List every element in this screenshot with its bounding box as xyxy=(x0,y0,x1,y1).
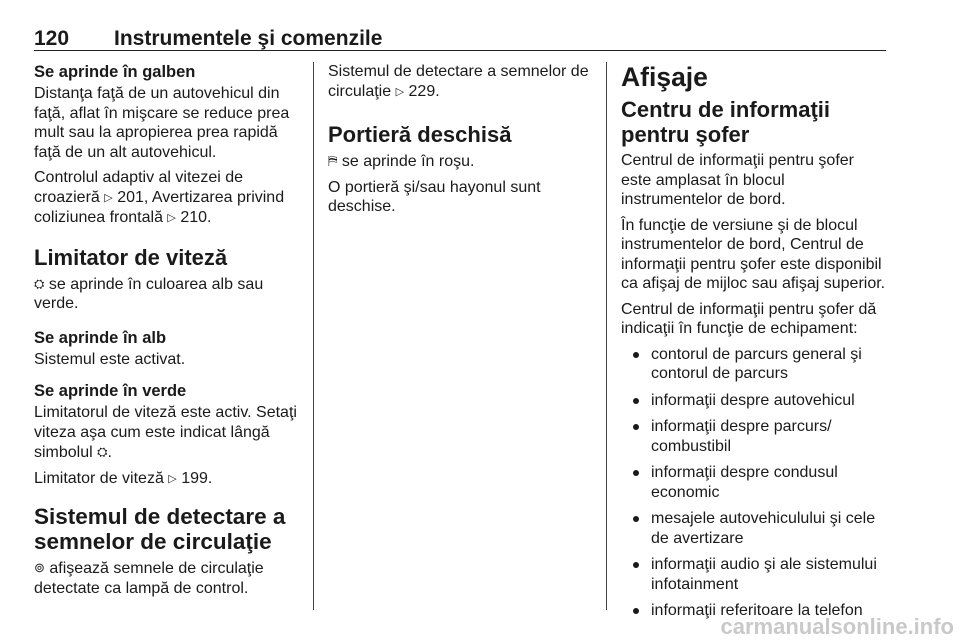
yellow-paragraph-2: Controlul adaptiv al vitezei de croazieră ▷ 201, Avertizarea privind coliziunea frontală ▷ 210. xyxy=(34,168,302,229)
reference-arrow-icon: ▷ xyxy=(395,85,405,98)
header-rule xyxy=(34,50,886,51)
list-item: informaţii audio şi ale sistemului infotainment xyxy=(621,555,887,594)
green-paragraph-1: Limitatorul de viteză este activ. Setaţi viteza aşa cum este indicat lângă simbolul ⛭. xyxy=(34,404,297,461)
column-2 xyxy=(328,62,596,223)
watermark: carmanualsonline.info xyxy=(720,614,954,639)
bullet-icon xyxy=(633,352,639,358)
white-paragraph: Sistemul este activat. xyxy=(34,350,186,368)
reference-arrow-icon: ▷ xyxy=(104,191,113,204)
driver-info-paragraph-2: În funcţie de versiune şi de blocul instrumentelor de bord, Centrul de informaţii pentru şofer este disponibil ca afişaj de mijloc sau afişaj superior. xyxy=(621,216,886,292)
speed-limiter-icon: ⛭ xyxy=(34,275,45,291)
tsr-paragraph: ⊚ afişează semnele de circulaţie detectate ca lampă de control. xyxy=(34,560,264,597)
limiter-heading: Limitator de viteză xyxy=(34,244,228,270)
reference-arrow-icon: ▷ xyxy=(167,212,176,224)
bullet-icon xyxy=(633,562,639,568)
page-number: 120 xyxy=(34,27,70,50)
tsr-heading: Sistemul de detectare a semnelor de circulaţie xyxy=(34,504,286,554)
list-item: mesajele autovehiculului şi cele de avertizare xyxy=(621,509,887,548)
door-paragraph-1: ⛿ se aprinde în roşu. xyxy=(328,153,475,170)
bullet-icon xyxy=(633,398,639,404)
driver-info-heading: Centru de informaţii pentru şofer xyxy=(621,97,831,147)
driver-info-paragraph-3: Centrul de informaţii pentru şofer dă indicaţii în funcţie de echipament: xyxy=(621,300,877,337)
tsr-reference-paragraph: Sistemul de detectare a semnelor de circulaţie ▷ 229. xyxy=(328,62,596,102)
door-paragraph-2: O portieră şi/sau hayonul sunt deschise. xyxy=(328,178,541,215)
white-heading: Se aprinde în alb xyxy=(34,328,167,347)
bullet-icon xyxy=(633,608,639,614)
list-item: contorul de parcurs general şi contorul de parcurs xyxy=(621,345,887,384)
green-heading: Se aprinde în verde xyxy=(34,382,187,400)
column-divider xyxy=(313,62,314,610)
door-open-icon: ⛿ xyxy=(328,153,338,168)
driver-info-paragraph-1: Centrul de informaţii pentru şofer este amplasat în blocul instrumentelor de bord. xyxy=(621,152,854,208)
reference-arrow-icon: ▷ xyxy=(168,472,177,485)
list-item: informaţii despre condusul economic xyxy=(621,463,887,502)
speed-limiter-icon: ⛭ xyxy=(97,444,108,459)
driver-info-list xyxy=(621,345,887,621)
displays-heading: Afişaje xyxy=(621,62,708,92)
column-1 xyxy=(34,62,302,604)
list-item: informaţii referitoare la telefon xyxy=(621,601,887,621)
page-header xyxy=(34,4,886,50)
column-3 xyxy=(621,62,887,628)
bullet-icon xyxy=(633,424,639,430)
traffic-sign-icon: ⊚ xyxy=(34,560,45,575)
door-heading: Portieră deschisă xyxy=(328,122,512,147)
list-item: informaţii despre parcurs/ combustibil xyxy=(621,417,887,456)
list-item: informaţii despre autovehicul xyxy=(621,391,887,411)
bullet-icon xyxy=(633,470,639,476)
yellow-paragraph-1: Distanţa faţă de un autovehicul din faţă, aflat în mişcare se reduce prea mult sau la apropierea prea rapidă faţă de un alt autovehicul. xyxy=(34,85,290,161)
column-divider xyxy=(606,62,607,610)
bullet-icon xyxy=(633,516,639,522)
yellow-heading: Se aprinde în galben xyxy=(34,63,196,81)
limiter-paragraph: ⛭ se aprinde în culoarea alb sau verde. xyxy=(34,275,264,312)
green-paragraph-2: Limitator de viteză ▷ 199. xyxy=(34,469,302,490)
chapter-title: Instrumentele şi comenzile xyxy=(114,27,383,50)
